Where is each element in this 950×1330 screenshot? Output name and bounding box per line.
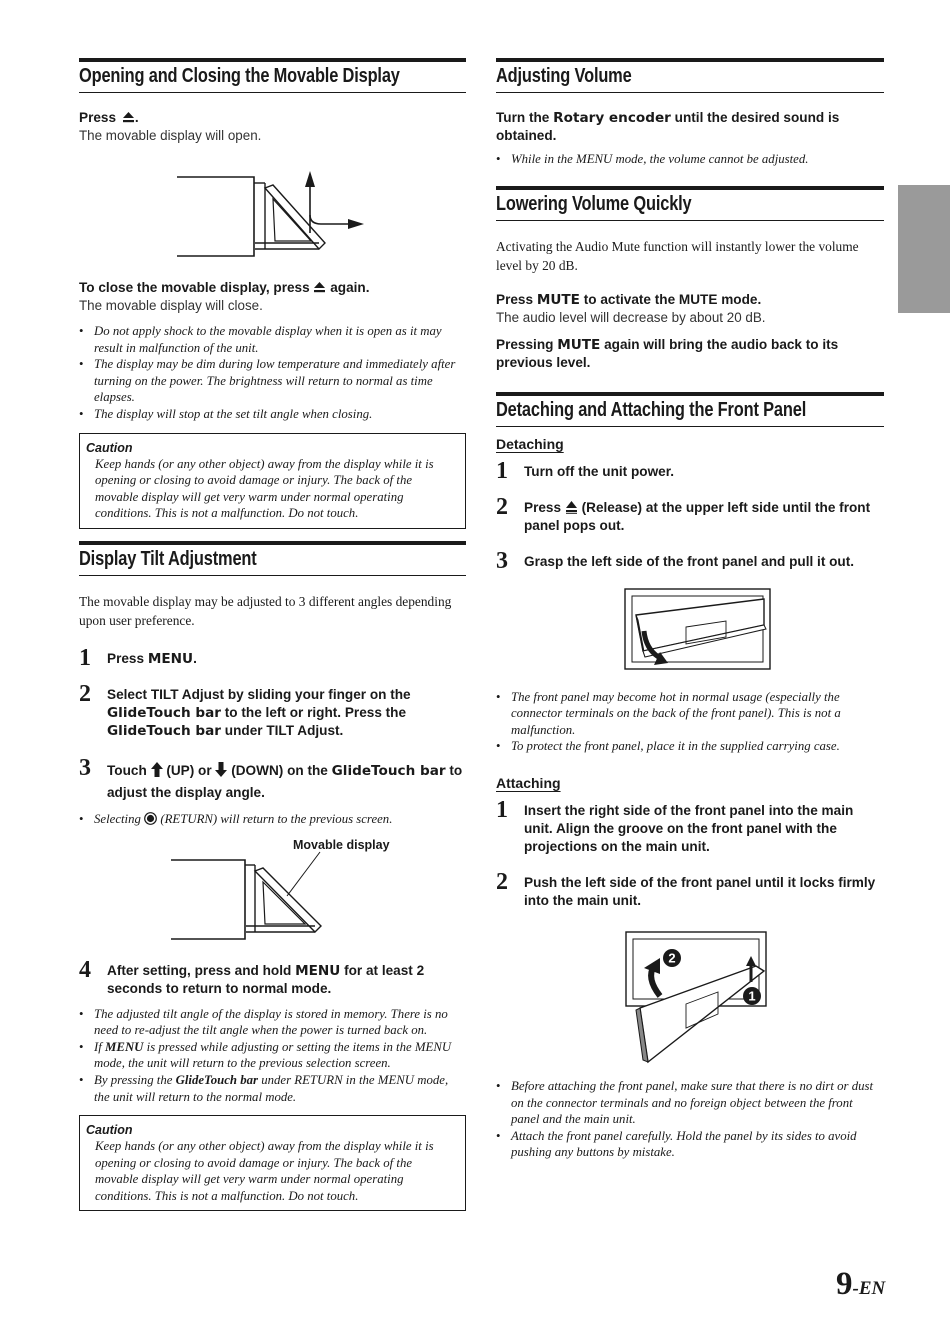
- section-title: Adjusting Volume: [496, 65, 632, 87]
- caution-box: [79, 433, 466, 529]
- press-open-instruction: Press .: [79, 110, 139, 125]
- step-number: 1: [79, 644, 91, 671]
- note-item: • The adjusted tilt angle of the display is stored in memory. There is no need to re-adjust the tilt angle when the power is turned back on.: [79, 1006, 466, 1039]
- page-number: 9-EN: [836, 1266, 886, 1302]
- rotary-encoder-key: Rotary encoder: [553, 110, 671, 126]
- note-item: • Do not apply shock to the movable display when it is open as it may result in malfunction of the unit.: [79, 323, 466, 356]
- attach-panel-diagram: [496, 930, 884, 1068]
- step-number: 4: [79, 956, 91, 983]
- diagram-label-movable-display: Movable display: [293, 837, 390, 852]
- return-note: [79, 811, 466, 828]
- step-number: 2: [496, 868, 508, 895]
- note-item: • The display will stop at the set tilt angle when closing.: [79, 406, 466, 423]
- menu-key: MENU: [147, 650, 194, 667]
- eject-icon: [122, 111, 135, 123]
- note-item: • The front panel may become hot in normal usage (especially the connector terminals on the back of the front panel). This is not a malfunction.: [496, 689, 884, 739]
- left-column: [79, 58, 466, 1211]
- tilt-step-3: 3 Touch (UP) or (DOWN) on the GlideTouch bar to adjust the display angle.: [79, 754, 463, 800]
- note-item: • Selecting (RETURN) will return to the previous screen.: [79, 811, 466, 828]
- attach-notes: [496, 1078, 884, 1161]
- release-icon: [565, 500, 578, 514]
- note-item: • The display may be dim during low temperature and immediately after turning on the power. The brightness will return to normal as time elapses.: [79, 356, 466, 406]
- note-item: • By pressing the GlideTouch bar under RETURN in the MENU mode, the unit will return to the normal mode.: [79, 1072, 466, 1105]
- display-open-diagram: [79, 157, 466, 267]
- mute-result: The audio level will decrease by about 20 dB.: [496, 309, 766, 325]
- step-marker-1: 1: [748, 988, 756, 1004]
- section-title: Detaching and Attaching the Front Panel: [496, 398, 807, 421]
- caution-title: Caution: [86, 440, 133, 455]
- mute-intro: Activating the Audio Mute function will instantly lower the volume level by 20 dB.: [496, 238, 859, 273]
- up-arrow-icon: [151, 762, 163, 777]
- close-instruction: To close the movable display, press again.: [79, 280, 370, 295]
- step-number: 3: [79, 754, 91, 781]
- step-number: 1: [496, 796, 508, 823]
- volume-instruction: Turn the Rotary encoder until the desired sound is obtained.: [496, 110, 840, 143]
- unmute-instruction: Pressing MUTE again will bring the audio back to its previous level.: [496, 336, 839, 370]
- note-item: • Before attaching the front panel, make sure that there is no dirt or dust on the connector terminals and no foreign object between the front panel and the main unit.: [496, 1078, 884, 1128]
- tilt-intro: The movable display may be adjusted to 3 different angles depending upon user preference.: [79, 593, 452, 628]
- tilt-diagram: [79, 834, 466, 954]
- right-column: [496, 58, 884, 1161]
- caution-title: Caution: [86, 1123, 133, 1138]
- detach-step-2: 2 Press (Release) at the upper left side until the front panel pops out.: [496, 493, 871, 533]
- step-number: 1: [496, 457, 508, 484]
- section-header-front-panel: [496, 392, 884, 427]
- detaching-heading: Detaching: [496, 435, 564, 452]
- note-item: • To protect the front panel, place it in the supplied carrying case.: [496, 738, 884, 755]
- mute-instruction: Press MUTE to activate the MUTE mode.: [496, 291, 762, 308]
- attach-step-1: 1 Insert the right side of the front panel into the main unit. Align the groove on the front panel with the projections on the main unit.: [496, 796, 854, 854]
- step-number: 2: [79, 680, 91, 707]
- attach-step-2: 2 Push the left side of the front panel until it locks firmly into the main unit.: [496, 868, 876, 908]
- tilt-step-1: 1 Press MENU.: [79, 644, 197, 671]
- tilt-step-4: 4 After setting, press and hold MENU for at least 2 seconds to return to normal mode.: [79, 956, 425, 996]
- section-title: Display Tilt Adjustment: [79, 547, 257, 570]
- step-number: 3: [496, 547, 508, 574]
- return-button-icon: [144, 812, 157, 825]
- detach-step-3: 3 Grasp the left side of the front panel and pull it out.: [496, 547, 855, 574]
- step-number: 2: [496, 493, 508, 520]
- detach-step-1: 1 Turn off the unit power.: [496, 457, 675, 484]
- tilt-notes: [79, 1006, 466, 1106]
- section-title: Lowering Volume Quickly: [496, 192, 692, 215]
- tilt-step-2: 2 Select TILT Adjust by sliding your finger on the GlideTouch bar to the left or right. Press the GlideTouch bar under TILT Adjust.: [79, 680, 411, 739]
- section-header-open-close: [79, 58, 466, 93]
- step-marker-2: 2: [668, 950, 676, 966]
- detach-notes: [496, 689, 884, 755]
- detach-panel-diagram: [496, 587, 884, 679]
- section-header-mute: [496, 186, 884, 221]
- mute-key: MUTE: [557, 336, 601, 353]
- caution-box: [79, 1115, 466, 1211]
- section-header-volume: [496, 58, 884, 93]
- open-close-notes: [79, 323, 466, 423]
- caution-text: Keep hands (or any other object) away from the display while it is opening or closing to avoid damage or injury. The back of the movable display will get very warm under normal operating conditions. This is not a malfunction. Do not touch.: [95, 1139, 434, 1203]
- section-title: Opening and Closing the Movable Display: [79, 65, 400, 87]
- menu-key: MENU: [295, 962, 341, 979]
- note-item: • Attach the front panel carefully. Hold the panel by its sides to avoid pushing any buttons by mistake.: [496, 1128, 884, 1161]
- note-item: • While in the MENU mode, the volume cannot be adjusted.: [496, 151, 884, 168]
- note-item: • If MENU is pressed while adjusting or setting the items in the MENU mode, the unit will return to the previous selection screen.: [79, 1039, 466, 1072]
- attaching-heading: Attaching: [496, 774, 561, 791]
- eject-icon: [313, 281, 326, 293]
- section-header-tilt: [79, 541, 466, 576]
- tilt-display-diagram: [79, 834, 466, 954]
- volume-notes: [496, 151, 884, 168]
- open-result: The movable display will open.: [79, 128, 262, 143]
- close-result: The movable display will close.: [79, 298, 263, 313]
- section-tab-marker: [898, 185, 950, 313]
- mute-key: MUTE: [536, 291, 580, 308]
- down-arrow-icon: [215, 762, 227, 777]
- caution-text: Keep hands (or any other object) away from the display while it is opening or closing to avoid damage or injury. The back of the movable display will get very warm under normal operating conditions. This is not a malfunction. Do not touch.: [95, 456, 434, 521]
